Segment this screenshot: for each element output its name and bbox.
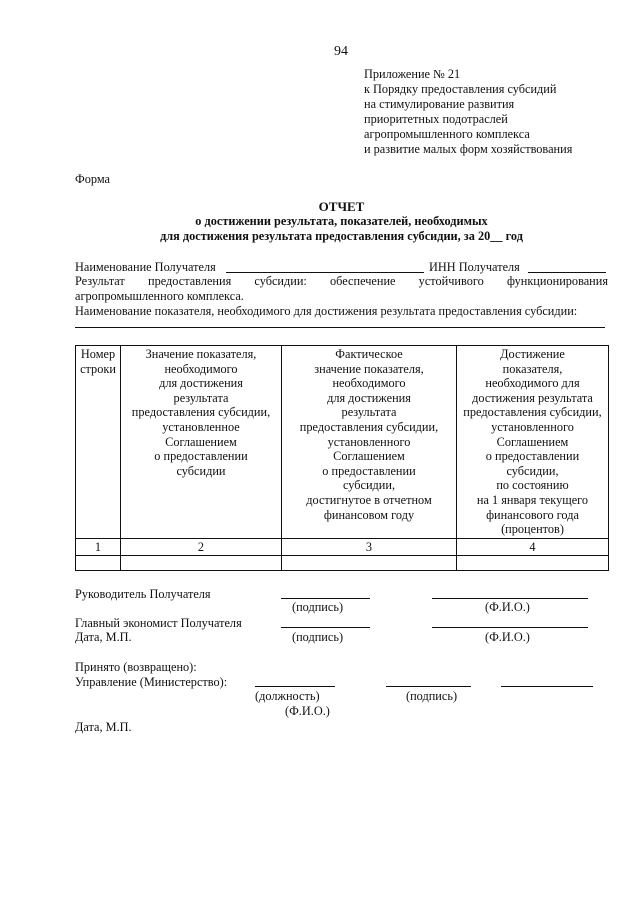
final-date-mp-label: Дата, М.П.	[75, 720, 132, 734]
form-label: Форма	[75, 172, 110, 186]
table-cell[interactable]	[457, 556, 609, 571]
ministry-label: Управление (Министерство):	[75, 675, 228, 689]
appendix-line: и развитие малых форм хозяйствования	[364, 142, 573, 156]
appendix-line: к Порядку предоставления субсидий	[364, 82, 557, 96]
appendix-line: агропромышленного комплекса	[364, 127, 530, 141]
table-header-row	[76, 346, 609, 539]
table-cell[interactable]	[282, 556, 457, 571]
result-text-cont: агропромышленного комплекса.	[75, 289, 244, 303]
indicator-label: Наименование показателя, необходимого для достижения результата предоставления субсидии:	[75, 304, 578, 318]
appendix-line: Приложение № 21	[364, 67, 461, 81]
ministry-position-blank	[255, 686, 335, 687]
head-fio-caption: (Ф.И.О.)	[485, 600, 530, 614]
indicator-blank	[75, 327, 605, 328]
header-row-number: Номер строки	[76, 346, 121, 539]
head-podpis-caption: (подпись)	[292, 600, 344, 614]
head-signature-blank	[281, 598, 370, 599]
ministry-signature-blank	[386, 686, 471, 687]
column-number: 2	[121, 538, 282, 556]
accepted-label: Принято (возвращено):	[75, 660, 197, 674]
table-number-row	[76, 538, 609, 556]
header-actual-value: Фактическое значение показателя, необходимого для достижения результата предоставления субсидии, установленного Соглашением о предоставлении субсидии, достигнутое в отчетном финансовом году	[282, 346, 457, 539]
table-cell[interactable]	[121, 556, 282, 571]
report-subtitle-line: для достижения результата предоставления субсидии, за 20__ год	[160, 229, 523, 243]
economist-fio-caption: (Ф.И.О.)	[485, 630, 530, 644]
page-number: 94	[334, 44, 348, 59]
head-fio-blank	[432, 598, 588, 599]
column-number: 1	[76, 538, 121, 556]
inn-blank	[528, 272, 606, 273]
ministry-podpis-caption: (подпись)	[406, 689, 458, 703]
recipient-name-blank	[226, 272, 424, 273]
table-cell[interactable]	[76, 556, 121, 571]
appendix-line: приоритетных подотраслей	[364, 112, 508, 126]
appendix-line: на стимулирование развития	[364, 97, 515, 111]
recipient-name-label: Наименование Получателя	[75, 260, 216, 274]
header-achievement: Достижение показателя, необходимого для достижения результата предоставления субсидии, установленного Соглашением о предоставлении субсидии, по состоянию на 1 января текущего финансового года (процентов)	[457, 346, 609, 539]
economist-podpis-caption: (подпись)	[292, 630, 344, 644]
header-planned-value: Значение показателя, необходимого для достижения результата предоставления субсидии, установленное Соглашением о предоставлении субсидии	[121, 346, 282, 539]
ministry-fio-blank	[501, 686, 593, 687]
head-label: Руководитель Получателя	[75, 587, 211, 601]
inn-label: ИНН Получателя	[429, 260, 520, 274]
column-number: 4	[457, 538, 609, 556]
result-text: Результат предоставления субсидии: обеспечение устойчивого функционирования	[75, 274, 608, 288]
economist-signature-blank	[281, 627, 370, 628]
report-subtitle-line: о достижении результата, показателей, необходимых	[195, 214, 488, 228]
ministry-dolzhnost-caption: (должность)	[255, 689, 320, 703]
column-number: 3	[282, 538, 457, 556]
date-mp-label: Дата, М.П.	[75, 630, 132, 644]
economist-label: Главный экономист Получателя	[75, 616, 242, 630]
ministry-fio-caption: (Ф.И.О.)	[285, 704, 330, 718]
report-table	[75, 345, 609, 571]
economist-fio-blank	[432, 627, 588, 628]
table-row	[76, 556, 609, 571]
report-title: ОТЧЕТ	[318, 199, 365, 214]
